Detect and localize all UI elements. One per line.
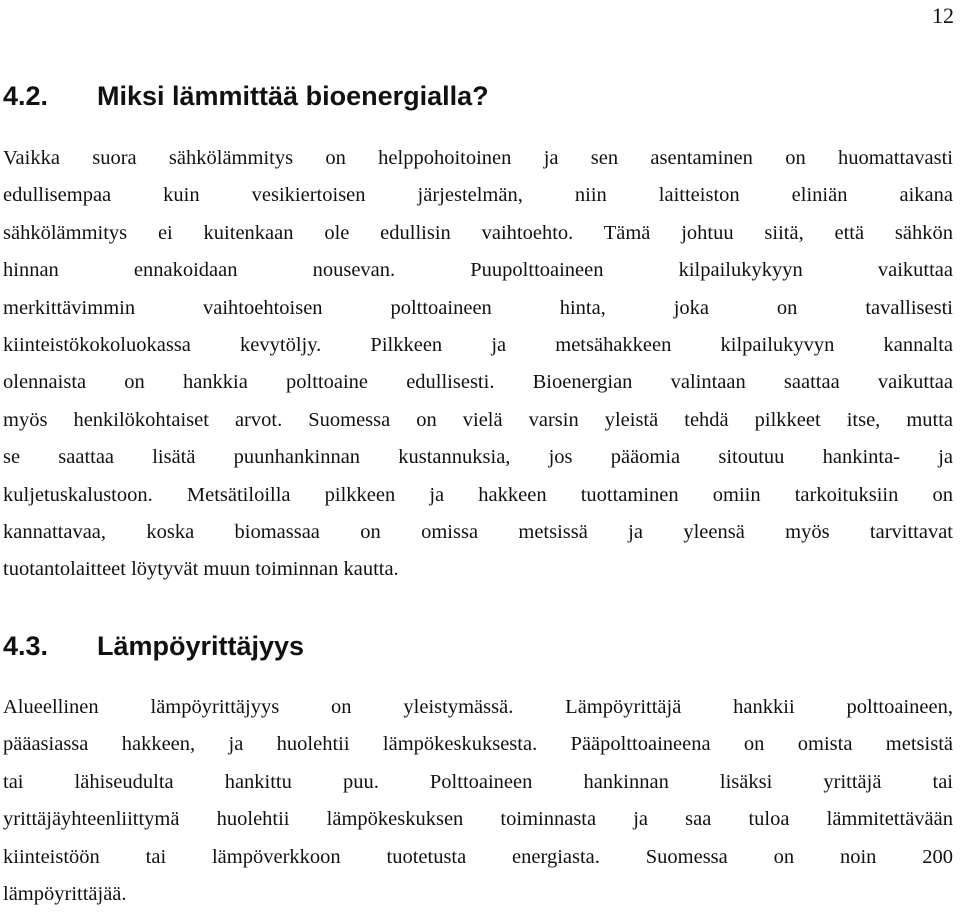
- paragraph-line: se saattaa lisätä puunhankinnan kustannuksia, jos pääomia sitoutuu hankinta- ja: [3, 446, 953, 469]
- paragraph-line: merkittävimmin vaihtoehtoisen polttoaineen hinta, joka on tavallisesti: [3, 296, 953, 319]
- section-4-2-paragraph: [3, 140, 953, 589]
- section-heading-4-3: [3, 630, 304, 662]
- paragraph-line: Alueellinen lämpöyrittäjyys on yleistymässä. Lämpöyrittäjä hankkii polttoaineen,: [3, 696, 953, 718]
- paragraph-line: kannattavaa, koska biomassaa on omissa metsissä ja yleensä myös tarvittavat: [3, 520, 953, 543]
- paragraph-line: yrittäjäyhteenliittymä huolehtii lämpökeskuksen toiminnasta ja saa tuloa lämmitettävään: [3, 808, 953, 831]
- paragraph-line: edullisempaa kuin vesikiertoisen järjestelmän, niin laitteiston eliniän aikana: [3, 184, 953, 207]
- section-heading-4-2: [3, 80, 489, 112]
- paragraph-line: tuotantolaitteet löytyvät muun toiminnan kautta.: [3, 558, 399, 581]
- section-number: 4.3.: [3, 631, 49, 661]
- paragraph-line: kiinteistökokoluokassa kevytöljy. Pilkkeen ja metsähakkeen kilpailukyvyn kannalta: [3, 333, 953, 356]
- paragraph-line: tai lähiseudulta hankittu puu. Polttoaineen hankinnan lisäksi yrittäjä tai: [3, 770, 953, 793]
- paragraph-line: myös henkilökohtaiset arvot. Suomessa on vielä varsin yleistä tehdä pilkkeet itse, mutta: [3, 408, 953, 431]
- paragraph-line: hinnan ennakoidaan nousevan. Puupolttoaineen kilpailukykyyn vaikuttaa: [3, 259, 953, 282]
- paragraph-line: kiinteistöön tai lämpöverkkoon tuotetusta energiasta. Suomessa on noin 200: [3, 845, 953, 868]
- section-title: Lämpöyrittäjyys: [97, 631, 305, 661]
- paragraph-line: pääasiassa hakkeen, ja huolehtii lämpökeskuksesta. Pääpolttoaineena on omista metsistä: [3, 733, 953, 756]
- paragraph-line: Vaikka suora sähkölämmitys on helppohoitoinen ja sen asentaminen on huomattavasti: [3, 147, 953, 169]
- paragraph-line: kuljetuskalustoon. Metsätiloilla pilkkeen ja hakkeen tuottaminen omiin tarkoituksiin on: [3, 483, 953, 506]
- section-number: 4.2.: [3, 81, 49, 111]
- section-title: Miksi lämmittää bioenergialla?: [97, 81, 489, 111]
- page-number: 12: [932, 3, 954, 28]
- paragraph-line: lämpöyrittäjää.: [3, 882, 127, 905]
- section-4-3-paragraph: [3, 689, 953, 913]
- paragraph-line: sähkölämmitys ei kuitenkaan ole edullisin vaihtoehto. Tämä johtuu siitä, että sähkön: [3, 221, 953, 244]
- paragraph-line: olennaista on hankkia polttoaine edullisesti. Bioenergian valintaan saattaa vaikuttaa: [3, 371, 953, 394]
